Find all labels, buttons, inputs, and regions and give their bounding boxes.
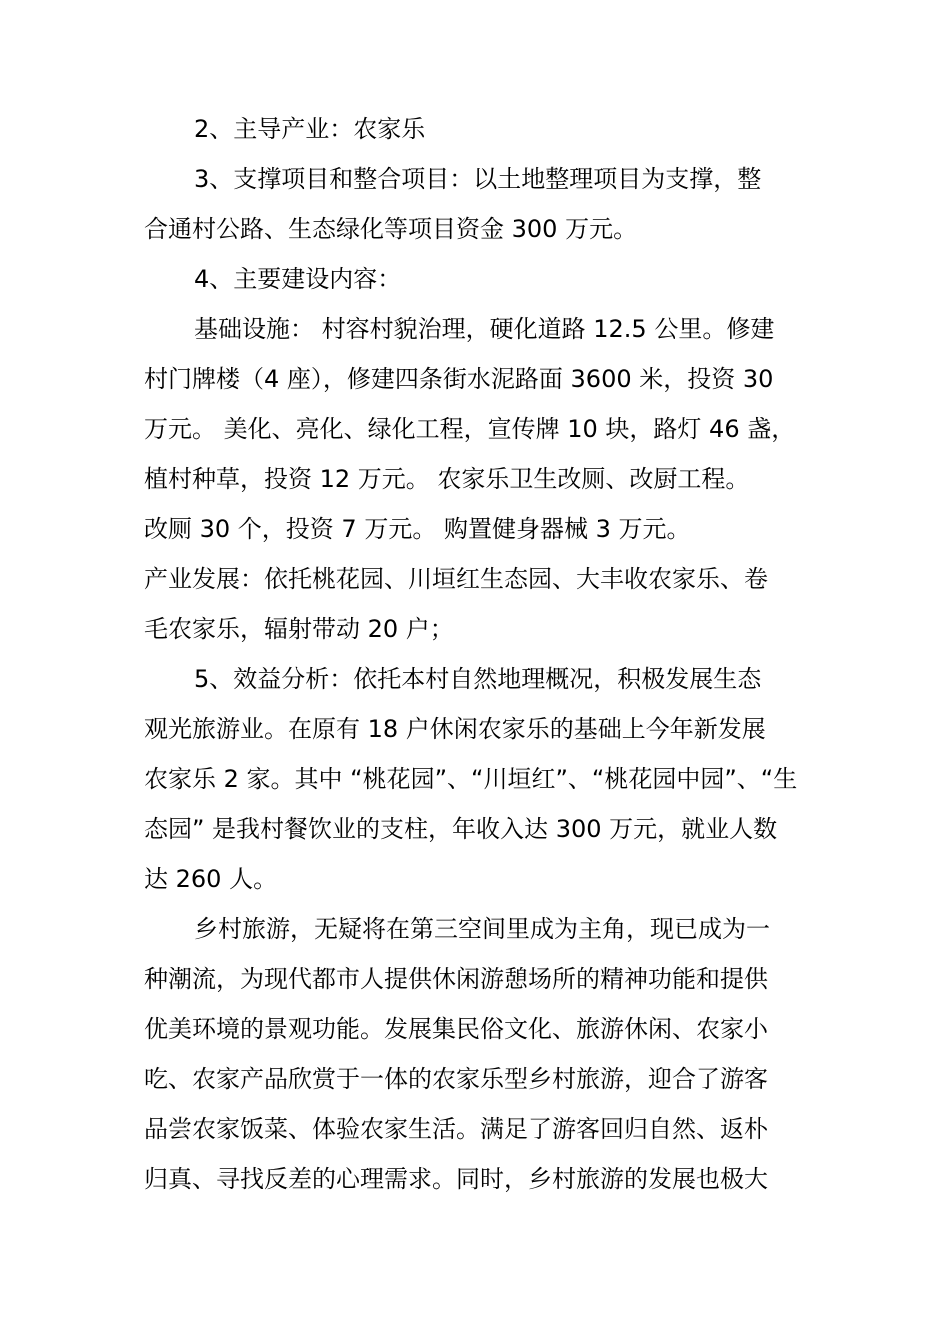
- text-line: 归真、寻找反差的心理需求。同时，乡村旅游的发展也极大: [144, 1165, 768, 1193]
- paragraph-infrastructure: [144, 304, 808, 554]
- paragraph-industry-development: [144, 554, 808, 654]
- text-line: 吃、农家产品欣赏于一体的农家乐型乡村旅游，迎合了游客: [144, 1065, 768, 1093]
- text-line: 乡村旅游，无疑将在第三空间里成为主角，现已成为一: [194, 915, 770, 943]
- text-line: 种潮流，为现代都市人提供休闲游憩场所的精神功能和提供: [144, 965, 768, 993]
- text-line: 改厕 30 个，投资 7 万元。 购置健身器械 3 万元。: [144, 515, 691, 543]
- text-line: 品尝农家饭菜、体验农家生活。满足了游客回归自然、返朴: [144, 1115, 768, 1143]
- text-line: 万元。 美化、亮化、绿化工程，宣传牌 10 块，路灯 46 盏，: [144, 415, 796, 443]
- text-line: 产业发展：依托桃花园、川垣红生态园、大丰收农家乐、卷: [144, 565, 768, 593]
- document-body: [144, 104, 808, 1204]
- text-line: 优美环境的景观功能。发展集民俗文化、旅游休闲、农家小: [144, 1015, 768, 1043]
- text-line: 态园” 是我村餐饮业的支柱，年收入达 300 万元，就业人数: [144, 815, 778, 843]
- paragraph-support-projects: [144, 154, 808, 254]
- text-line: 农家乐 2 家。其中 “桃花园”、“川垣红”、“桃花园中园”、“生: [144, 765, 798, 793]
- text-line: 观光旅游业。在原有 18 户休闲农家乐的基础上今年新发展: [144, 715, 766, 743]
- text-line: 基础设施： 村容村貌治理，硬化道路 12.5 公里。修建: [194, 315, 775, 343]
- text-line: 毛农家乐，辐射带动 20 户；: [144, 615, 454, 643]
- paragraph-main-construction: [144, 254, 808, 304]
- text-line: 植村种草，投资 12 万元。 农家乐卫生改厕、改厨工程。: [144, 465, 750, 493]
- text-line: 5、效益分析：依托本村自然地理概况，积极发展生态: [194, 665, 762, 693]
- paragraph-benefit-analysis: [144, 654, 808, 904]
- paragraph-rural-tourism: [144, 904, 808, 1204]
- text-line: 合通村公路、生态绿化等项目资金 300 万元。: [144, 215, 638, 243]
- text-line: 达 260 人。: [144, 865, 278, 893]
- text-line: 4、主要建设内容：: [194, 265, 402, 293]
- paragraph-leading-industry: [144, 104, 808, 154]
- text-line: 3、支撑项目和整合项目：以土地整理项目为支撑，整: [194, 165, 762, 193]
- text-line: 2、主导产业：农家乐: [194, 115, 426, 143]
- text-line: 村门牌楼（4 座），修建四条街水泥路面 3600 米，投资 30: [144, 365, 774, 393]
